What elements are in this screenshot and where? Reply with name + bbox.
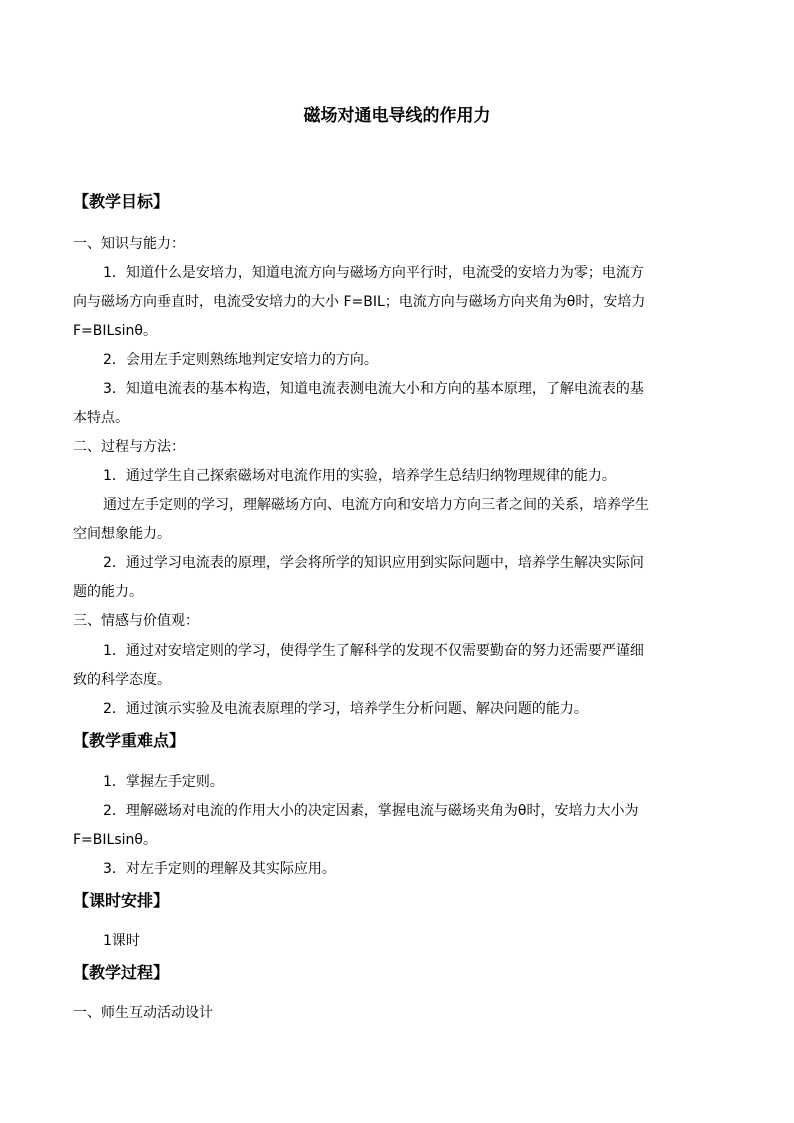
class-schedule-content: 1课时: [103, 933, 140, 949]
section-heading-class-schedule: 【课时安排】: [73, 891, 170, 910]
process-item-2-line-1: 2．通过学习电流表的原理，学会将所学的知识应用到实际问题中，培养学生解决实际问: [103, 555, 644, 571]
emotion-item-2: 2．通过演示实验及电流表原理的学习，培养学生分析问题、解决问题的能力。: [103, 701, 588, 717]
subheading-process-method: 二、过程与方法：: [73, 439, 185, 455]
section-heading-teaching-objectives: 【教学目标】: [73, 192, 170, 211]
process-paragraph-line-1: 通过左手定则的学习，理解磁场方向、电流方向和安培力方向三者之间的关系，培养学生: [103, 497, 649, 513]
process-paragraph-line-2: 空间想象能力。: [73, 526, 171, 542]
document-title: 磁场对通电导线的作用力: [303, 106, 491, 126]
subheading-knowledge-ability: 一、知识与能力：: [73, 236, 185, 252]
teaching-process-part-1: 一、师生互动活动设计: [73, 1005, 213, 1021]
objective-1-line-1: 1．知道什么是安培力，知道电流方向与磁场方向平行时，电流受的安培力为零；电流方: [103, 265, 644, 281]
objective-3-line-1: 3．知道电流表的基本构造，知道电流表测电流大小和方向的基本原理，了解电流表的基: [103, 381, 644, 397]
process-item-1: 1．通过学生自己探索磁场对电流作用的实验，培养学生总结归纳物理规律的能力。: [103, 468, 616, 484]
objective-2: 2．会用左手定则熟练地判定安培力的方向。: [103, 352, 378, 368]
key-point-2-line-2: F=BILsinθ。: [73, 832, 157, 848]
section-heading-key-difficult-points: 【教学重难点】: [73, 731, 186, 750]
key-point-3: 3．对左手定则的理解及其实际应用。: [103, 861, 336, 877]
key-point-1: 1．掌握左手定则。: [103, 774, 224, 790]
emotion-item-1-line-2: 致的科学态度。: [73, 672, 171, 688]
objective-1-line-3: F=BILsinθ。: [73, 323, 157, 339]
subheading-emotion-values: 三、情感与价值观：: [73, 613, 199, 629]
key-point-2-line-1: 2．理解磁场对电流的作用大小的决定因素，掌握电流与磁场夹角为θ时，安培力大小为: [103, 803, 639, 819]
objective-1-line-2: 向与磁场方向垂直时，电流受安培力的大小 F=BIL；电流方向与磁场方向夹角为θ时，安培力: [73, 294, 646, 310]
process-item-2-line-2: 题的能力。: [73, 584, 143, 600]
section-heading-teaching-process: 【教学过程】: [73, 963, 170, 982]
emotion-item-1-line-1: 1．通过对安培定则的学习，使得学生了解科学的发现不仅需要勤奋的努力还需要严谨细: [103, 643, 644, 659]
objective-3-line-2: 本特点。: [73, 410, 129, 426]
